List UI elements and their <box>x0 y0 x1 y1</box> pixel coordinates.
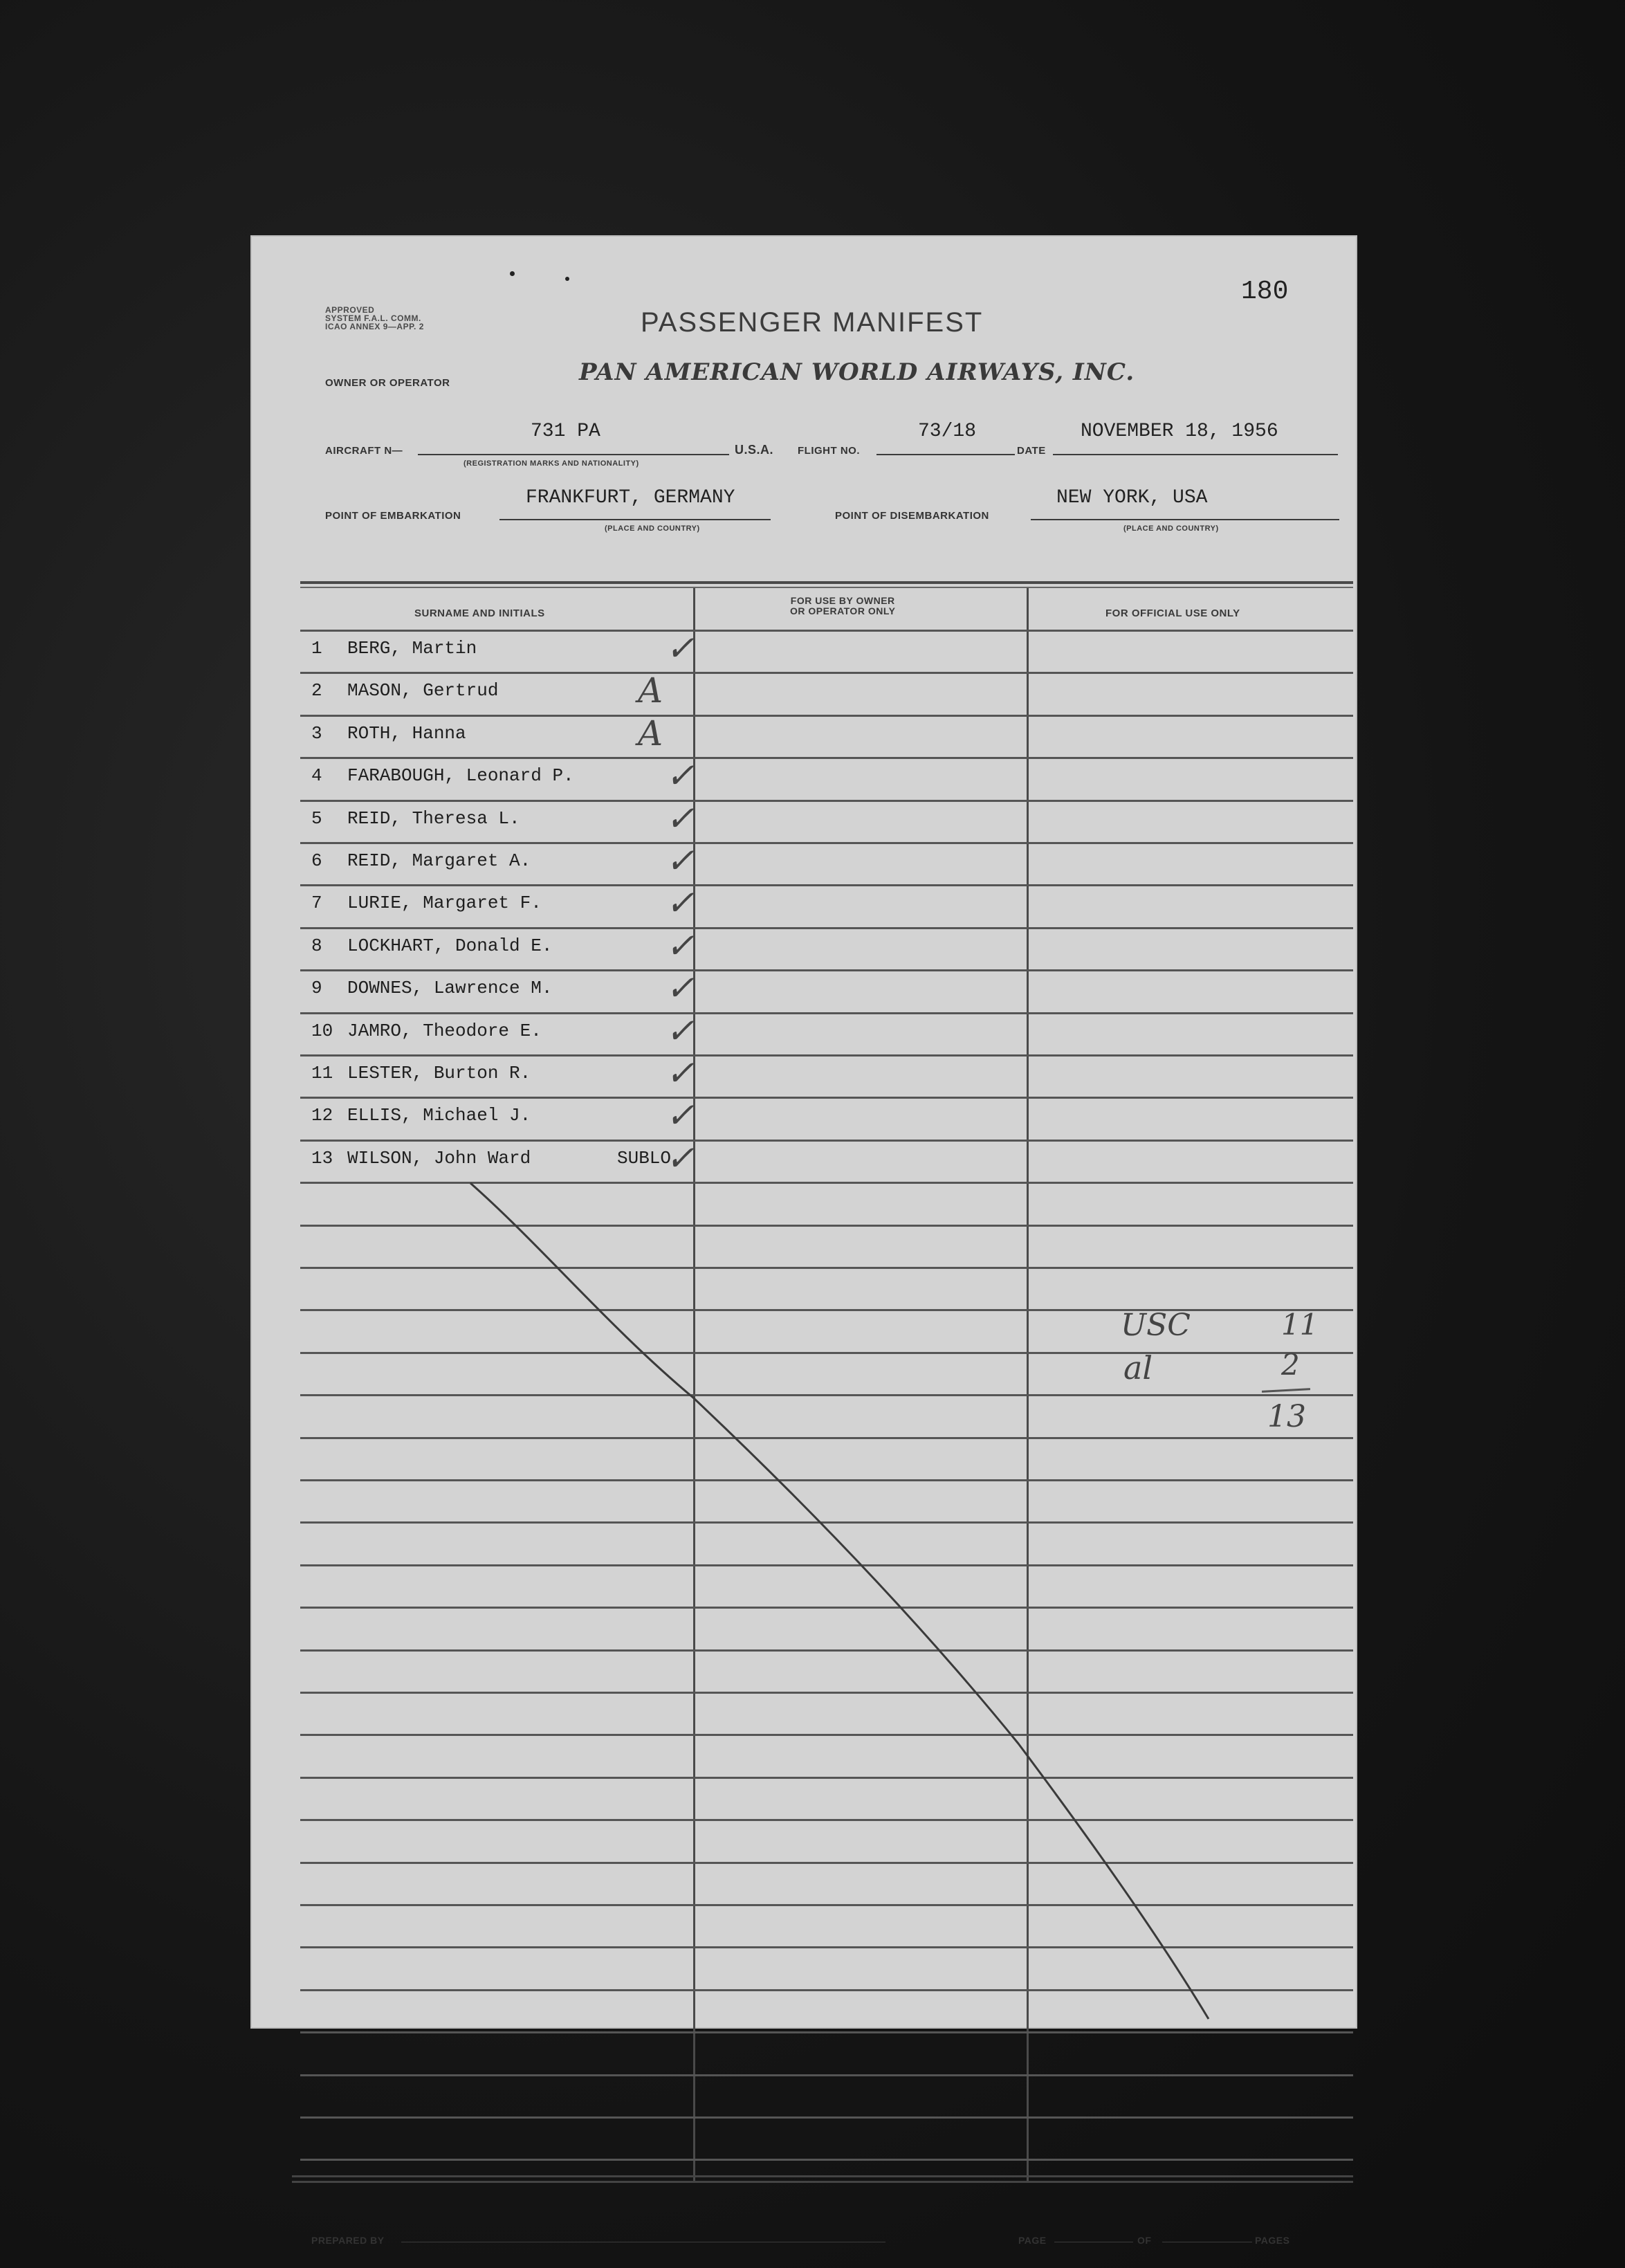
approval-line: SYSTEM F.A.L. COMM. <box>325 313 421 323</box>
disembarkation-sublabel: (PLACE AND COUNTRY) <box>1123 524 1219 533</box>
check-mark-icon: ✓ <box>665 628 695 668</box>
row-number: 7 <box>311 893 322 913</box>
approval-line: APPROVED <box>325 305 375 315</box>
passenger-name: REID, Theresa L. <box>347 808 520 829</box>
row-number: 4 <box>311 765 322 786</box>
check-mark-icon: ✓ <box>665 841 695 881</box>
check-mark-icon: ✓ <box>665 926 695 966</box>
page-title: PASSENGER MANIFEST <box>641 307 984 338</box>
passenger-name: DOWNES, Lawrence M. <box>347 978 553 998</box>
passenger-name: ELLIS, Michael J. <box>347 1105 531 1126</box>
passenger-name: BERG, Martin <box>347 638 477 659</box>
row-number: 6 <box>311 850 322 871</box>
row-number: 3 <box>311 723 322 744</box>
embarkation-sublabel: (PLACE AND COUNTRY) <box>605 524 700 533</box>
check-mark-icon: ✓ <box>665 1095 695 1135</box>
row-number: 5 <box>311 808 322 829</box>
alien-mark: A <box>638 713 663 753</box>
approval-line: ICAO ANNEX 9—APP. 2 <box>325 322 424 331</box>
tally-value-1: 11 <box>1281 1308 1319 1342</box>
operator-name: PAN AMERICAN WORLD AIRWAYS, INC. <box>579 358 1135 386</box>
of-label: OF <box>1137 2235 1152 2246</box>
disembarkation-value: NEW YORK, USA <box>1056 487 1208 509</box>
aircraft-sublabel: (REGISTRATION MARKS AND NATIONALITY) <box>463 459 639 468</box>
tally-total: 13 <box>1267 1399 1306 1434</box>
strike-through-line <box>250 235 1357 2029</box>
passenger-name: FARABOUGH, Leonard P. <box>347 765 574 786</box>
aircraft-label: AIRCRAFT N— <box>325 445 403 457</box>
passenger-name: LESTER, Burton R. <box>347 1063 531 1083</box>
column-header-official: FOR OFFICIAL USE ONLY <box>1105 607 1240 619</box>
check-mark-icon: ✓ <box>665 798 695 839</box>
passenger-name: ROTH, Hanna <box>347 723 466 744</box>
check-mark-icon: ✓ <box>665 1053 695 1093</box>
passenger-name: LOCKHART, Donald E. <box>347 935 553 956</box>
prepared-by-label: PREPARED BY <box>311 2235 385 2246</box>
row-number: 1 <box>311 638 322 659</box>
flight-value: 73/18 <box>918 421 977 442</box>
column-header-names: SURNAME AND INITIALS <box>414 607 545 619</box>
manifest-page <box>250 235 1357 2246</box>
pages-label: PAGES <box>1255 2235 1290 2246</box>
row-line <box>300 2159 1353 2161</box>
row-line <box>300 2031 1353 2033</box>
column-header-owner-line: OR OPERATOR ONLY <box>790 605 896 616</box>
embarkation-label: POINT OF EMBARKATION <box>325 510 461 522</box>
row-number: 2 <box>311 680 322 701</box>
tally-value-2: 2 <box>1281 1348 1300 1382</box>
passenger-note: SUBLO <box>617 1148 672 1169</box>
row-number: 11 <box>311 1063 333 1083</box>
passenger-name: REID, Margaret A. <box>347 850 531 871</box>
date-value: NOVEMBER 18, 1956 <box>1081 421 1278 442</box>
row-number: 10 <box>311 1021 333 1041</box>
embarkation-value: FRANKFURT, GERMANY <box>526 487 735 509</box>
date-label: DATE <box>1017 445 1046 457</box>
page-number: 180 <box>1241 277 1289 307</box>
tally-label-2: al <box>1123 1349 1153 1387</box>
check-mark-icon: ✓ <box>665 1011 695 1051</box>
row-number: 8 <box>311 935 322 956</box>
row-line <box>300 2116 1353 2119</box>
row-number: 12 <box>311 1105 333 1126</box>
row-line <box>300 2074 1353 2076</box>
passenger-name: JAMRO, Theodore E. <box>347 1021 542 1041</box>
table-bottom-border <box>292 2181 1353 2183</box>
check-mark-icon: ✓ <box>665 756 695 796</box>
passenger-name: WILSON, John Ward <box>347 1148 531 1169</box>
disembarkation-label: POINT OF DISEMBARKATION <box>835 510 989 522</box>
row-number: 13 <box>311 1148 333 1169</box>
check-mark-icon: ✓ <box>665 968 695 1008</box>
aircraft-value: 731 PA <box>531 421 600 442</box>
column-header-owner-line: FOR USE BY OWNER <box>790 595 895 606</box>
tally-label-1: USC <box>1121 1308 1191 1343</box>
passenger-name: MASON, Gertrud <box>347 680 499 701</box>
operator-label: OWNER OR OPERATOR <box>325 377 450 389</box>
country-label: U.S.A. <box>735 443 774 457</box>
passenger-name: LURIE, Margaret F. <box>347 893 542 913</box>
flight-label: FLIGHT NO. <box>798 445 860 457</box>
page-label: PAGE <box>1018 2235 1047 2246</box>
check-mark-icon: ✓ <box>665 883 695 923</box>
check-mark-icon: ✓ <box>665 1138 695 1178</box>
row-number: 9 <box>311 978 322 998</box>
alien-mark: A <box>638 670 663 711</box>
table-bottom-border <box>292 2175 1353 2177</box>
strike-through-path <box>470 1183 1209 2019</box>
